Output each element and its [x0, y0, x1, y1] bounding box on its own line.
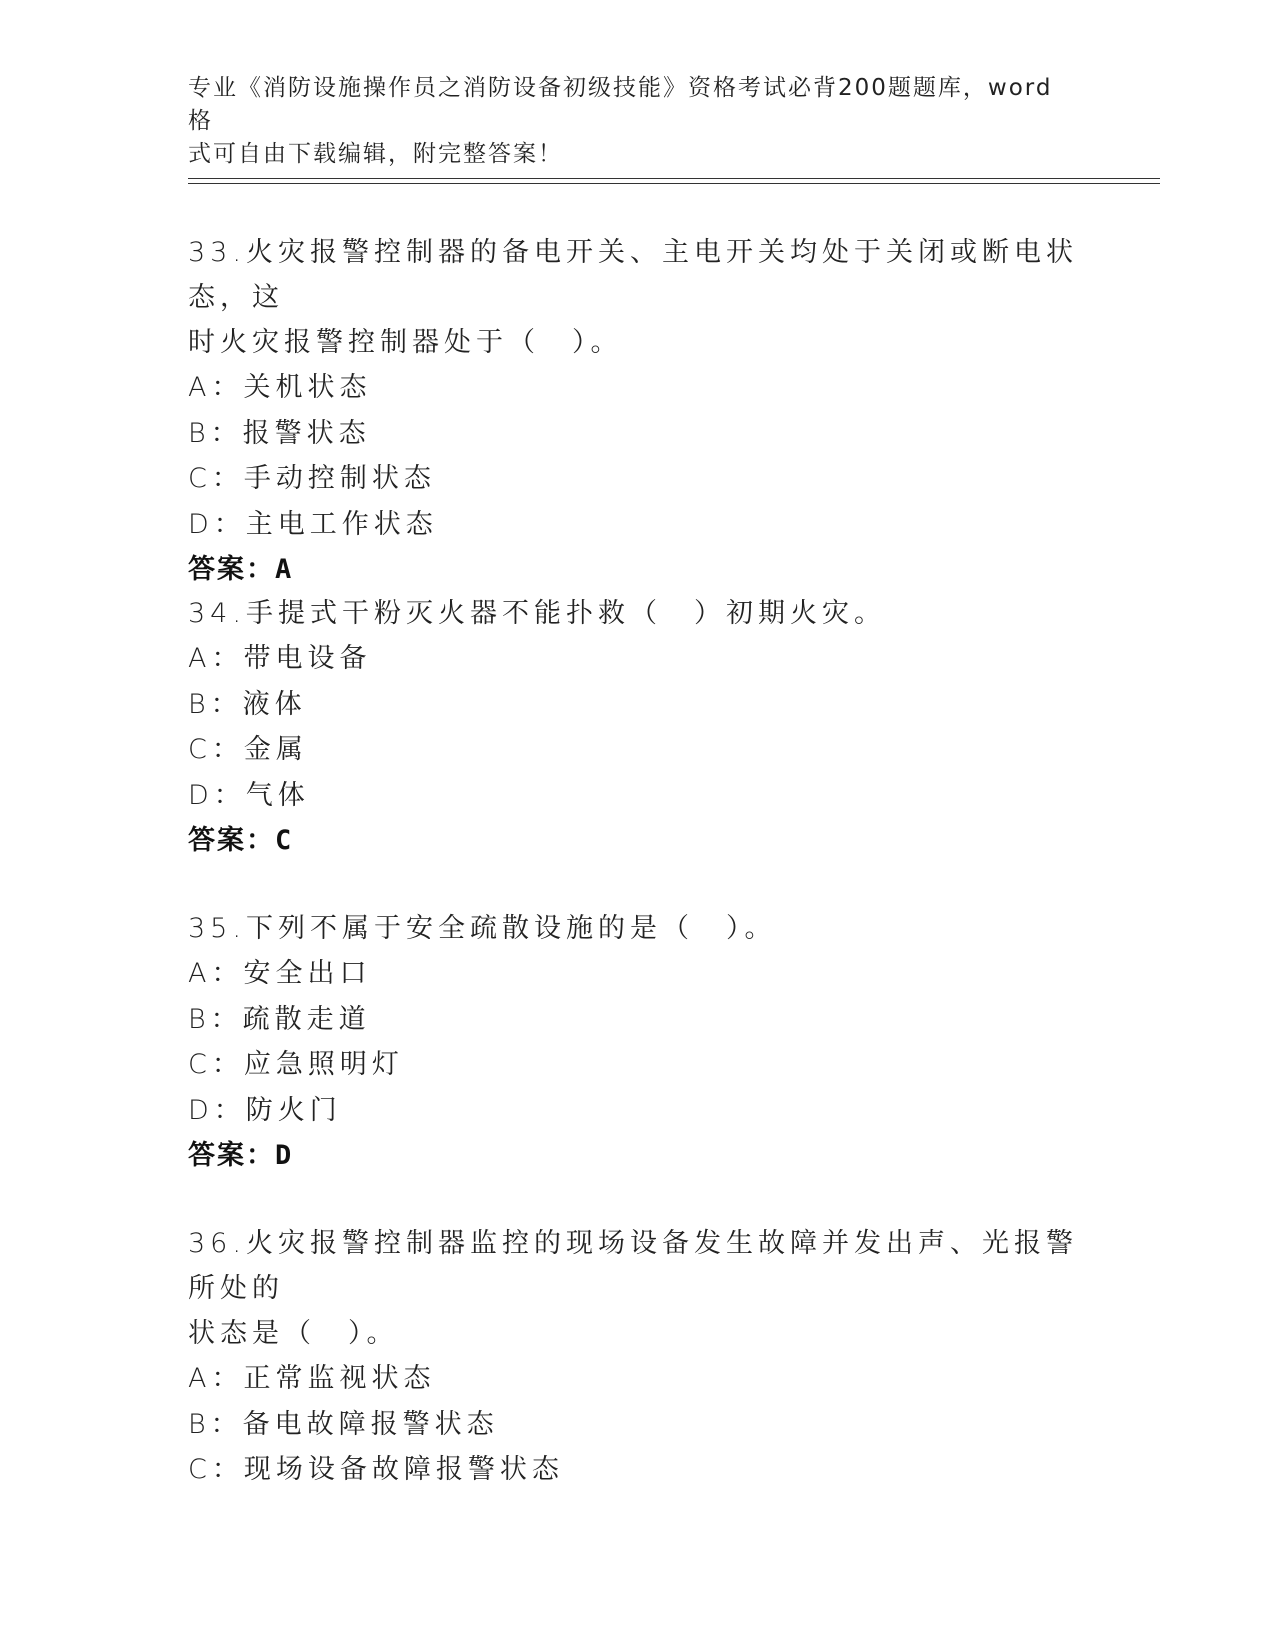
answer-label: 答案： [188, 825, 275, 856]
question-stem-line: 状态是（ ）。 [188, 1318, 399, 1349]
answer-value: A [275, 554, 294, 585]
question-stem-line: 35.下列不属于安全疏散设施的是（ ）。 [188, 913, 777, 944]
option-c: C：金属 [188, 734, 308, 765]
option-c: C：应急照明灯 [188, 1049, 404, 1080]
answer-line [188, 547, 1088, 592]
option-a: A：正常监视状态 [188, 1363, 436, 1394]
option-d: D：防火门 [188, 1094, 342, 1126]
option-c: C：现场设备故障报警状态 [188, 1454, 564, 1485]
header-line-1: 专业《消防设施操作员之消防设备初级技能》资格考试必背200题题库，word格 [188, 75, 1053, 134]
question-35 [188, 906, 1088, 1178]
question-stem-line: 时火灾报警控制器处于（ ）。 [188, 327, 623, 358]
question-stem-line: 36.火灾报警控制器监控的现场设备发生故障并发出声、光报警所处的 [188, 1228, 1078, 1304]
option-b: B：液体 [188, 688, 307, 720]
option-a: A：关机状态 [188, 372, 372, 403]
answer-label: 答案： [188, 1140, 275, 1171]
answer-value: D [275, 1140, 294, 1171]
question-34 [188, 591, 1088, 863]
option-d: D：气体 [188, 779, 310, 811]
option-b: B：疏散走道 [188, 1003, 371, 1035]
answer-label: 答案： [188, 554, 275, 585]
answer-line [188, 818, 1088, 863]
header-divider-bottom [188, 183, 1160, 184]
question-stem-line: 33.火灾报警控制器的备电开关、主电开关均处于关闭或断电状态，这 [188, 237, 1078, 313]
question-stem-line: 34.手提式干粉灭火器不能扑救（ ）初期火灾。 [188, 598, 886, 629]
header-divider-top [188, 178, 1160, 179]
question-36 [188, 1221, 1088, 1493]
document-header [188, 72, 1068, 171]
header-line-2: 式可自由下载编辑，附完整答案！ [188, 141, 563, 167]
answer-line [188, 1133, 1088, 1178]
option-b: B：备电故障报警状态 [188, 1408, 499, 1440]
question-33 [188, 230, 1088, 592]
option-b: B：报警状态 [188, 417, 371, 449]
answer-value: C [275, 825, 294, 856]
option-d: D：主电工作状态 [188, 508, 438, 540]
option-c: C：手动控制状态 [188, 463, 436, 494]
option-a: A：安全出口 [188, 958, 372, 989]
option-a: A：带电设备 [188, 643, 372, 674]
